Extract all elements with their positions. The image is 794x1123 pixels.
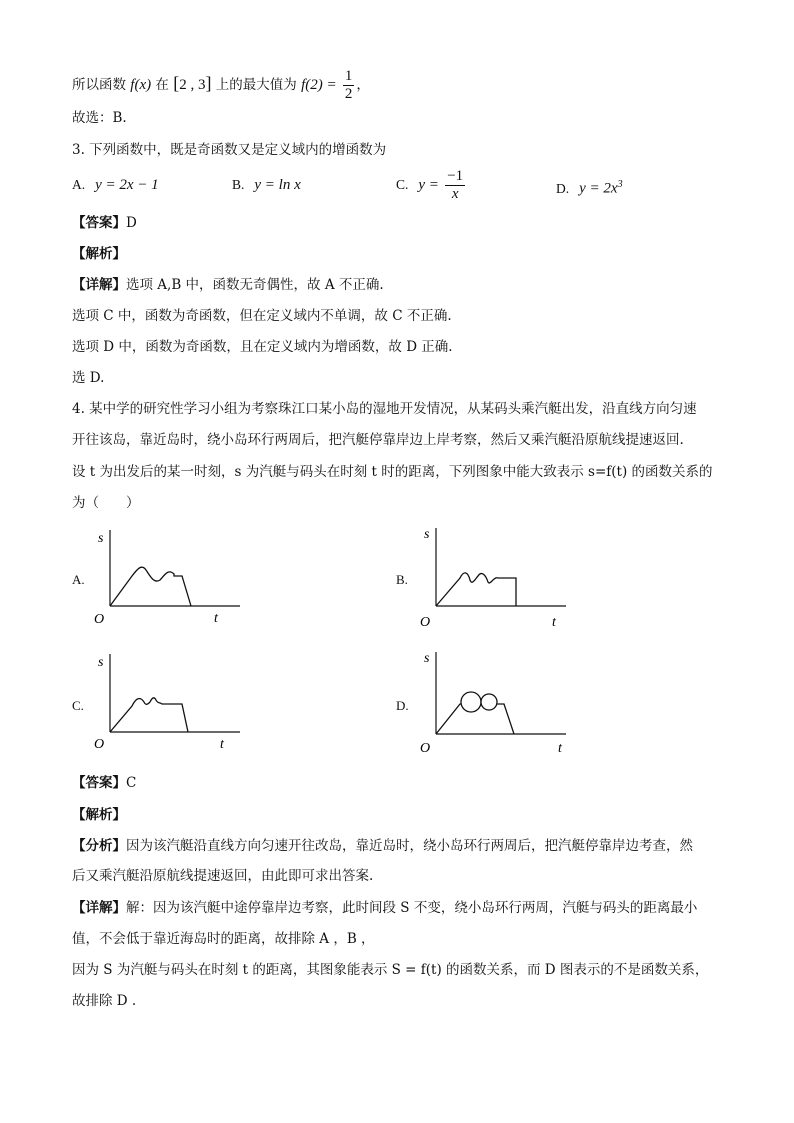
y-axis-label: s (98, 531, 104, 546)
q4-stem-2: 开往该岛，靠近岛时，绕小岛环行两周后，把汽艇停靠岸边上岸考察，然后又乘汽艇沿原航线提速返回. (72, 432, 684, 448)
intro-interval: [2 , 3] (173, 73, 212, 93)
q3-option-c (396, 166, 467, 204)
option-fraction (445, 168, 465, 203)
detail-text: 解：因为该汽艇中途停靠岸边考察，此时间段 S 不变，绕小岛环行两周，汽艇与码头的距离最小 (126, 900, 698, 916)
option-key: C. (396, 177, 409, 192)
q4-analysis-2: 后又乘汽艇沿原航线提速返回，由此即可求出答案. (72, 868, 374, 884)
option-expr: y = 2x (579, 180, 618, 197)
fraction-denominator: 2 (344, 86, 353, 102)
answer-value: D (126, 215, 137, 231)
x-axis-label: t (214, 611, 218, 626)
detail-tag: 【详解】 (72, 277, 126, 293)
q3-detail-3: 选项 D 中，函数为奇函数，且在定义域内为增函数，故 D 正确. (72, 339, 453, 355)
answer-tag: 【答案】 (72, 775, 126, 791)
q4-answer-line (72, 773, 136, 793)
intro-prefix: 所以函数 (72, 77, 126, 93)
option-exponent: 3 (617, 179, 623, 190)
origin-label: O (94, 612, 105, 627)
graph-a (88, 524, 248, 632)
option-expr: y = ln x (254, 177, 301, 193)
loop-1 (461, 692, 481, 712)
q4-detail-2: 值，不会低于靠近海岛时的距离，故排除 A ，B ， (72, 931, 375, 947)
q4-detail-1 (72, 898, 697, 918)
q3-detail-2: 选项 C 中，函数为奇函数，但在定义域内不单调，故 C 不正确. (72, 308, 452, 324)
q4-stem-4: 为（ ） (72, 495, 140, 511)
graph-b-label: B. (396, 572, 408, 587)
intro-fx: f(x) (130, 77, 152, 93)
graph-d (414, 644, 574, 756)
graph-b (414, 520, 574, 632)
y-axis-label: s (424, 651, 430, 666)
option-key: A. (72, 177, 86, 192)
q4-analysis-1 (72, 836, 693, 856)
q4-detail-3: 因为 S 为汽艇与码头在时刻 t 的距离，其图象能表示 S = f(t) 的函数关系，而 D 图表示的不是函数关系， (72, 962, 709, 978)
q3-detail-4: 选 D. (72, 370, 105, 386)
q4-stem-3: 设 t 为出发后的某一时刻，s 为汽艇与码头在时刻 t 时的距离，下列图象中能大致表示 s=f(t) 的函数关系的 (72, 464, 713, 480)
q3-option-b (232, 175, 301, 195)
answer-tag: 【答案】 (72, 215, 126, 231)
answer-value: C (126, 775, 137, 791)
x-axis-label: t (558, 741, 562, 756)
q3-stem: 3. 下列函数中，既是奇函数又是定义域内的增函数为 (72, 142, 387, 158)
q4-detail-4: 故排除 D . (72, 993, 137, 1009)
y-axis-label: s (98, 655, 104, 670)
option-expr: y = 2x − 1 (95, 177, 159, 193)
origin-label: O (94, 737, 105, 752)
fraction-numerator: 1 (344, 68, 353, 84)
q3-answer-line (72, 213, 137, 233)
analysis-head: 【分析】 (72, 838, 126, 854)
fraction-numerator: −1 (447, 168, 464, 184)
q3-option-a (72, 175, 159, 195)
analysis-text: 因为该汽艇沿直线方向匀速开往改岛，靠近岛时，绕小岛环行两周后，把汽艇停靠岸边考查，然 (126, 838, 693, 854)
q4-analysis-tag: 【解析】 (72, 807, 126, 823)
q3-detail-1 (72, 275, 384, 295)
curve-b (436, 573, 516, 606)
q4-stem-1: 4. 某中学的研究性学习小组为考察珠江口某小岛的湿地开发情况，从某码头乘汽艇出发，沿直线方向匀速 (72, 401, 697, 417)
interval-values: 2 , 3 (179, 77, 206, 93)
option-key: D. (556, 180, 570, 196)
graph-c (88, 648, 248, 754)
origin-label: O (420, 615, 431, 630)
q3-option-d (556, 175, 623, 199)
origin-label: O (420, 741, 431, 756)
option-lhs: y = (418, 177, 439, 193)
fraction-denominator: x (451, 186, 459, 202)
x-axis-label: t (220, 737, 224, 752)
intro-f2: f(2) = (301, 77, 337, 93)
curve-c (110, 698, 188, 732)
intro-line (72, 66, 370, 103)
intro-suffix: ， (356, 77, 370, 93)
x-axis-label: t (552, 615, 556, 630)
intro-mid2: 上的最大值为 (215, 77, 297, 93)
choose-b-line: 故选：B. (72, 110, 127, 126)
q3-analysis-tag: 【解析】 (72, 246, 126, 262)
y-axis-label: s (424, 527, 430, 542)
intro-mid1: 在 (155, 77, 169, 93)
detail-tag: 【详解】 (72, 900, 126, 916)
graph-c-label: C. (72, 698, 84, 713)
loop-2 (481, 694, 497, 710)
graph-d-label: D. (396, 698, 409, 713)
option-key: B. (232, 177, 245, 192)
curve-a (110, 567, 191, 606)
graph-a-label: A. (72, 572, 85, 587)
detail-text: 选项 A,B 中，函数无奇偶性，故 A 不正确. (126, 277, 384, 293)
intro-fraction (343, 68, 355, 103)
